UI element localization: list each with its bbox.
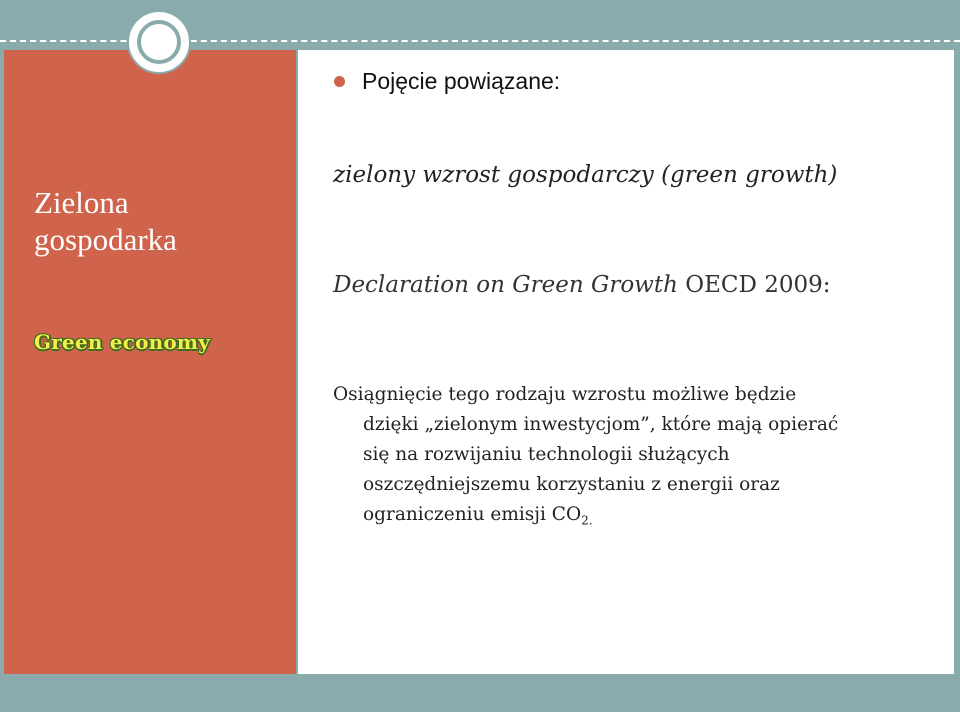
description-line: Osiągnięcie tego rodzaju wzrostu możliwe będzie (333, 384, 797, 405)
slide-title (34, 184, 284, 258)
declaration-title: Declaration on Green Growth (333, 272, 678, 298)
title-line-2: gospodarka (34, 222, 177, 257)
bottom-band (0, 676, 960, 712)
description-line: się na rozwijaniu technologii służących (363, 444, 730, 465)
declaration-source: OECD 2009: (685, 272, 831, 298)
description-line-text: ograniczeniu emisji CO (363, 504, 582, 525)
description-line: oszczędniejszemu korzystaniu z energii oraz (363, 474, 780, 495)
description-line: dzięki „zielonym inwestycjom”, które mają opierać (363, 414, 839, 435)
slide-subtitle: Green economy (34, 330, 211, 354)
co2-subscript: 2. (581, 513, 593, 528)
title-line-1: Zielona (34, 185, 129, 220)
circle-ornament-icon (127, 10, 191, 74)
bullet-dot-icon (334, 76, 345, 87)
content-panel (298, 50, 954, 674)
left-panel (4, 50, 296, 674)
circle-ornament-inner (137, 20, 181, 64)
description-paragraph (333, 380, 933, 536)
description-line-last (333, 500, 933, 536)
bullet-text: Pojęcie powiązane: (362, 68, 561, 94)
green-growth-paragraph: zielony wzrost gospodarczy (green growth) (333, 162, 838, 188)
declaration-paragraph (333, 268, 893, 302)
